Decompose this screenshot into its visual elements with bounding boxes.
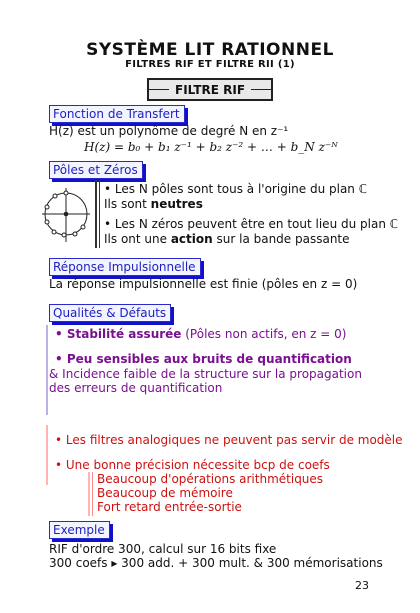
defect-sub-rule-thin [92,472,93,516]
page-title: SYSTÈME LIT RATIONNEL [86,40,334,60]
heading-impulse-response: Réponse Impulsionnelle [49,258,201,276]
poles-vertical-rule-thin [99,180,100,248]
defect-precision: • Une bonne précision nécessite bcp de coefs [55,458,330,472]
defect-sub-rule [88,472,90,516]
poles-bullet-2-sub [104,232,350,247]
defect-analog: • Les filtres analogiques ne peuvent pas servir de modèle [55,433,403,447]
heading-transfer-function: Fonction de Transfert [49,105,185,123]
poles-bullet-1: • Les N pôles sont tous à l'origine du plan ℂ [104,182,368,196]
defect-sub-memory: Beaucoup de mémoire [97,486,233,500]
quality-quantification: • Peu sensibles aux bruits de quantification [55,352,352,366]
defect-sub-delay: Fort retard entrée-sortie [97,500,242,514]
quality-quantification-3: des erreurs de quantification [49,381,223,395]
banner-label: FILTRE RIF [175,82,246,97]
heading-example: Exemple [49,521,110,539]
poles-vertical-rule [95,180,97,248]
quality-quantification-2: & Incidence faible de la structure sur la propagation [49,367,362,381]
transfer-equation: H(z) = b₀ + b₁ z⁻¹ + b₂ z⁻² + … + b_N z⁻ᴺ [84,140,338,154]
section-banner [147,78,273,101]
pole-zero-diagram [42,182,92,246]
example-line-1: RIF d'ordre 300, calcul sur 16 bits fixe [49,542,277,556]
poles-sub2-prefix: Ils ont une [104,232,171,246]
banner-rule-left [149,89,169,90]
defect-sub-ops: Beaucoup d'opérations arithmétiques [97,472,324,486]
example-line-2: 300 coefs ▸ 300 add. + 300 mult. & 300 mémorisations [49,556,383,570]
poles-bullet-1-sub [104,197,203,212]
transfer-line: H(z) est un polynôme de degré N en z⁻¹ [49,124,289,138]
page-number: 23 [355,579,369,592]
quality-stability-rest: (Pôles non actifs, en z = 0) [181,327,347,341]
qualities-rule [46,325,48,415]
poles-bullet-2: • Les N zéros peuvent être en tout lieu du plan ℂ [104,217,399,231]
defects-rule [46,425,48,485]
poles-sub2-suffix: sur la bande passante [212,232,350,246]
poles-sub1-bold: neutres [150,197,203,211]
banner-rule-right [251,89,271,90]
quality-stability [55,327,346,342]
page-subtitle: FILTRES RIF ET FILTRE RII (1) [125,59,295,70]
poles-sub2-bold: action [170,232,213,246]
heading-qualities: Qualités & Défauts [49,304,171,322]
heading-poles-zeros: Pôles et Zéros [49,161,143,179]
poles-sub1-prefix: Ils sont [104,197,151,211]
quality-stability-bold: • Stabilité assurée [55,327,182,341]
impulse-line: La réponse impulsionnelle est finie (pôles en z = 0) [49,277,358,291]
